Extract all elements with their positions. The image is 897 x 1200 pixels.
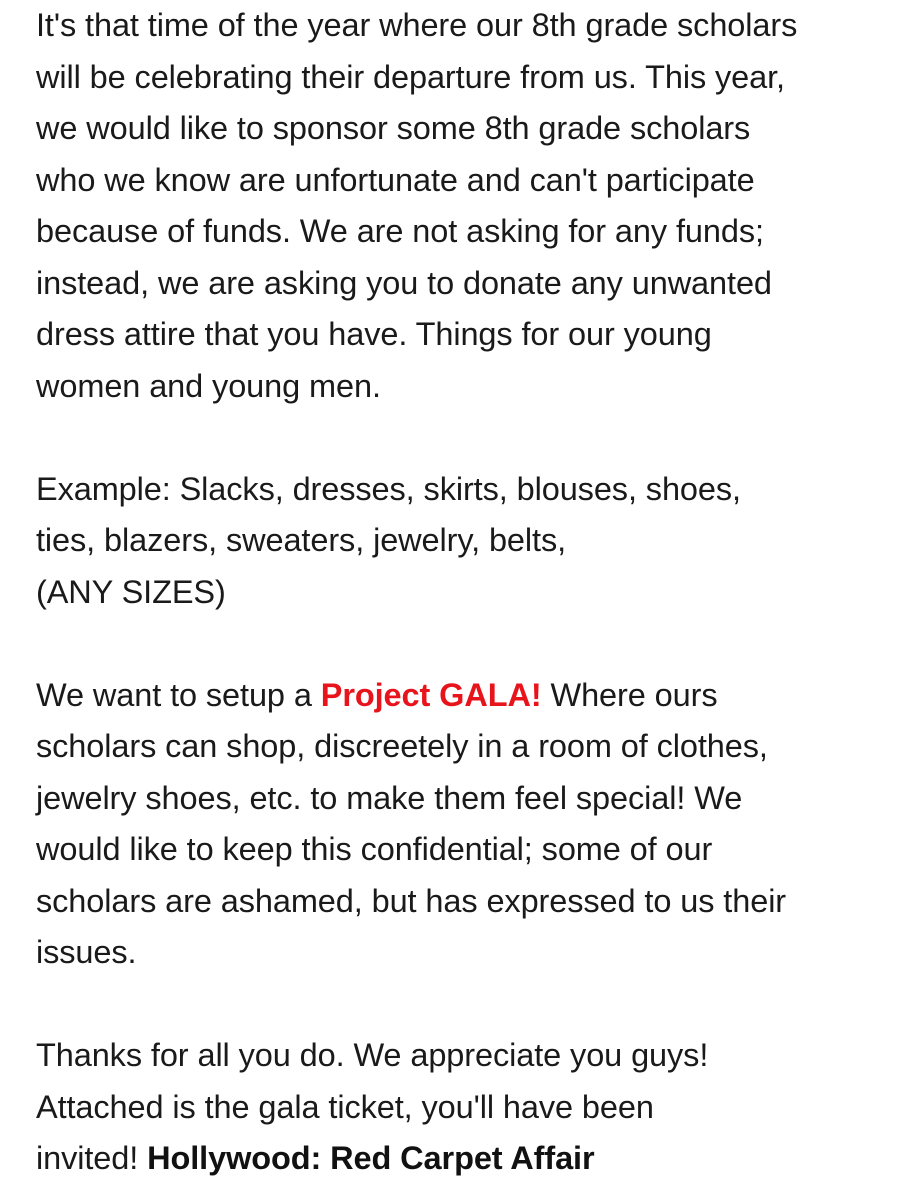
text-line: jewelry shoes, etc. to make them feel special! We — [36, 779, 743, 816]
text-line: It's that time of the year where our 8th grade scholars — [36, 7, 798, 43]
text-line: Attached is the gala ticket, you'll have been — [36, 1088, 654, 1125]
text-segment: Where ours — [541, 676, 718, 713]
paragraph-gap — [36, 979, 886, 1031]
text-line: would like to keep this confidential; some of our — [36, 831, 713, 867]
paragraph-gap — [36, 412, 886, 464]
examples-paragraph — [36, 464, 886, 619]
project-gala-highlight: Project GALA! — [320, 676, 542, 713]
text-line: issues. — [36, 934, 137, 970]
text-line: will be celebrating their departure from us. This year, — [36, 58, 785, 95]
text-line: women and young men. — [36, 367, 381, 404]
text-line: we would like to sponsor some 8th grade scholars — [36, 110, 751, 146]
text-line: (ANY SIZES) — [36, 573, 226, 610]
text-line: ties, blazers, sweaters, jewelry, belts, — [36, 522, 567, 558]
paragraph-gap — [36, 618, 886, 670]
text-line: scholars are ashamed, but has expressed to us their — [36, 882, 787, 919]
text-line: because of funds. We are not asking for any funds; — [36, 213, 764, 249]
text-line — [36, 1133, 886, 1185]
text-line — [36, 670, 886, 722]
project-gala-paragraph — [36, 670, 886, 979]
text-segment: invited! — [36, 1140, 148, 1176]
text-line: scholars can shop, discreetely in a room of clothes, — [36, 728, 768, 764]
event-title: Hollywood: Red Carpet Affair — [147, 1140, 595, 1176]
closing-paragraph — [36, 1030, 886, 1185]
letter-body — [36, 0, 886, 1185]
intro-paragraph — [36, 0, 886, 412]
text-line: dress attire that you have. Things for our young — [36, 316, 712, 352]
text-segment: We want to setup a — [36, 676, 321, 713]
text-line: instead, we are asking you to donate any unwanted — [36, 264, 772, 301]
text-line: who we know are unfortunate and can't participate — [36, 161, 755, 198]
text-line: Thanks for all you do. We appreciate you guys! — [36, 1037, 709, 1073]
text-line: Example: Slacks, dresses, skirts, blouses, shoes, — [36, 470, 741, 507]
